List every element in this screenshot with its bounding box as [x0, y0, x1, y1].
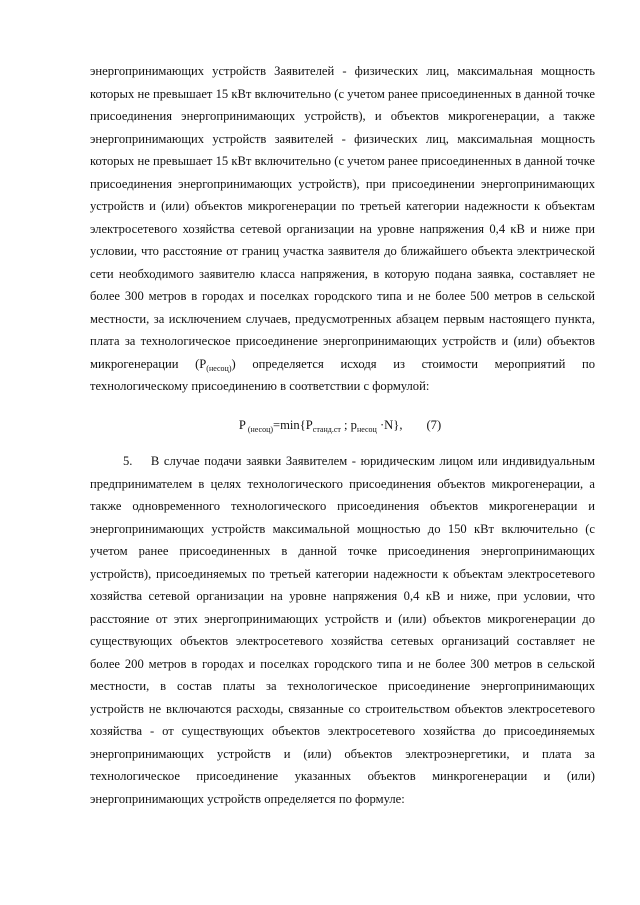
formula-min: =min{P [273, 418, 313, 432]
formula-expression [199, 418, 403, 432]
paragraph-number: 5. [123, 454, 133, 468]
formula-7 [0, 415, 640, 435]
formula-separator: ; p [340, 418, 357, 432]
formula-tail: ·N}, [376, 418, 403, 432]
formula-subscript-stand: станд.ст [312, 425, 341, 434]
paragraph-text-end: ) определяется исходя из стоимости мероприятий по технологическому присоединению в соответствии с формулой: [90, 356, 595, 393]
paragraph-text: энергопринимающих устройств Заявителей - физических лиц, максимальная мощность которых не превышает 15 кВт включительно (с учетом ранее присоединенных в данной точке присоединения энергопринимающих устройств), и объектов микрогенерации, а также энергопринимающих устройств заявителей - физических лиц, максимальная мощность которых не превышает 15 кВт включительно (с учетом ранее присоединенных в данной точке присоединения энергопринимающих устройств), при присоединении энергопринимающих устройств и (или) объектов микрогенерации по третьей категории надежности к объектам электросетевого хозяйства сетевой организации на уровне напряжения 0,4 кВ и ниже при условии, что расстояние от границ участка заявителя до ближайшего объекта электрической сети необходимого заявителю класса напряжения, в которую подана заявка, составляет не более 300 метров в городах и поселках городского типа и не более 500 метров в сельской местности, за исключением случаев, предусмотренных абзацем первым настоящего пункта, плата за технологическое присоединение энергопринимающих устройств и (или) объектов микрогенерации (P [90, 64, 595, 371]
paragraph-continued [90, 60, 595, 398]
formula-symbol-p: P [238, 418, 246, 432]
formula-subscript-nesoc: (несоц) [245, 425, 274, 434]
paragraph-text: В случае подачи заявки Заявителем - юридическим лицом или индивидуальным предпринимателем в целях технологического присоединения объектов микрогенерации, а также одновременного технологического присоединения объектов микрогенерации и энергопринимающих устройств максимальной мощностью до 150 кВт включительно (с учетом ранее присоединенных в данной точке присоединения энергопринимающих устройств), присоединяемых по третьей категории надежности к объектам электросетевого хозяйства сетевой организации на уровне напряжения 0,4 кВ и ниже, при условии, что расстояние от этих энергопринимающих устройств и (или) объектов микрогенерации до существующих объектов электросетевого хозяйства сетевых организаций составляет не более 200 метров в городах и поселках городского типа и не более 300 метров в сельской местности, в состав платы за технологическое присоединение энергопринимающих устройств не включаются расходы, связанные со строительством объектов электросетевого хозяйства - от существующих объектов электросетевого хозяйства до присоединяемых энергопринимающих устройств и (или) объектов электроэнергетики, и плата за технологическое присоединение указанных объектов минкрогенерации и (или) энергопринимающих устройств определяется по формуле: [90, 454, 595, 806]
formula-number: (7) [426, 418, 442, 432]
subscript-nesoc: (несоц) [206, 363, 232, 373]
paragraph-5 [90, 450, 595, 810]
formula-subscript-nesoc2: несоц [356, 425, 377, 434]
